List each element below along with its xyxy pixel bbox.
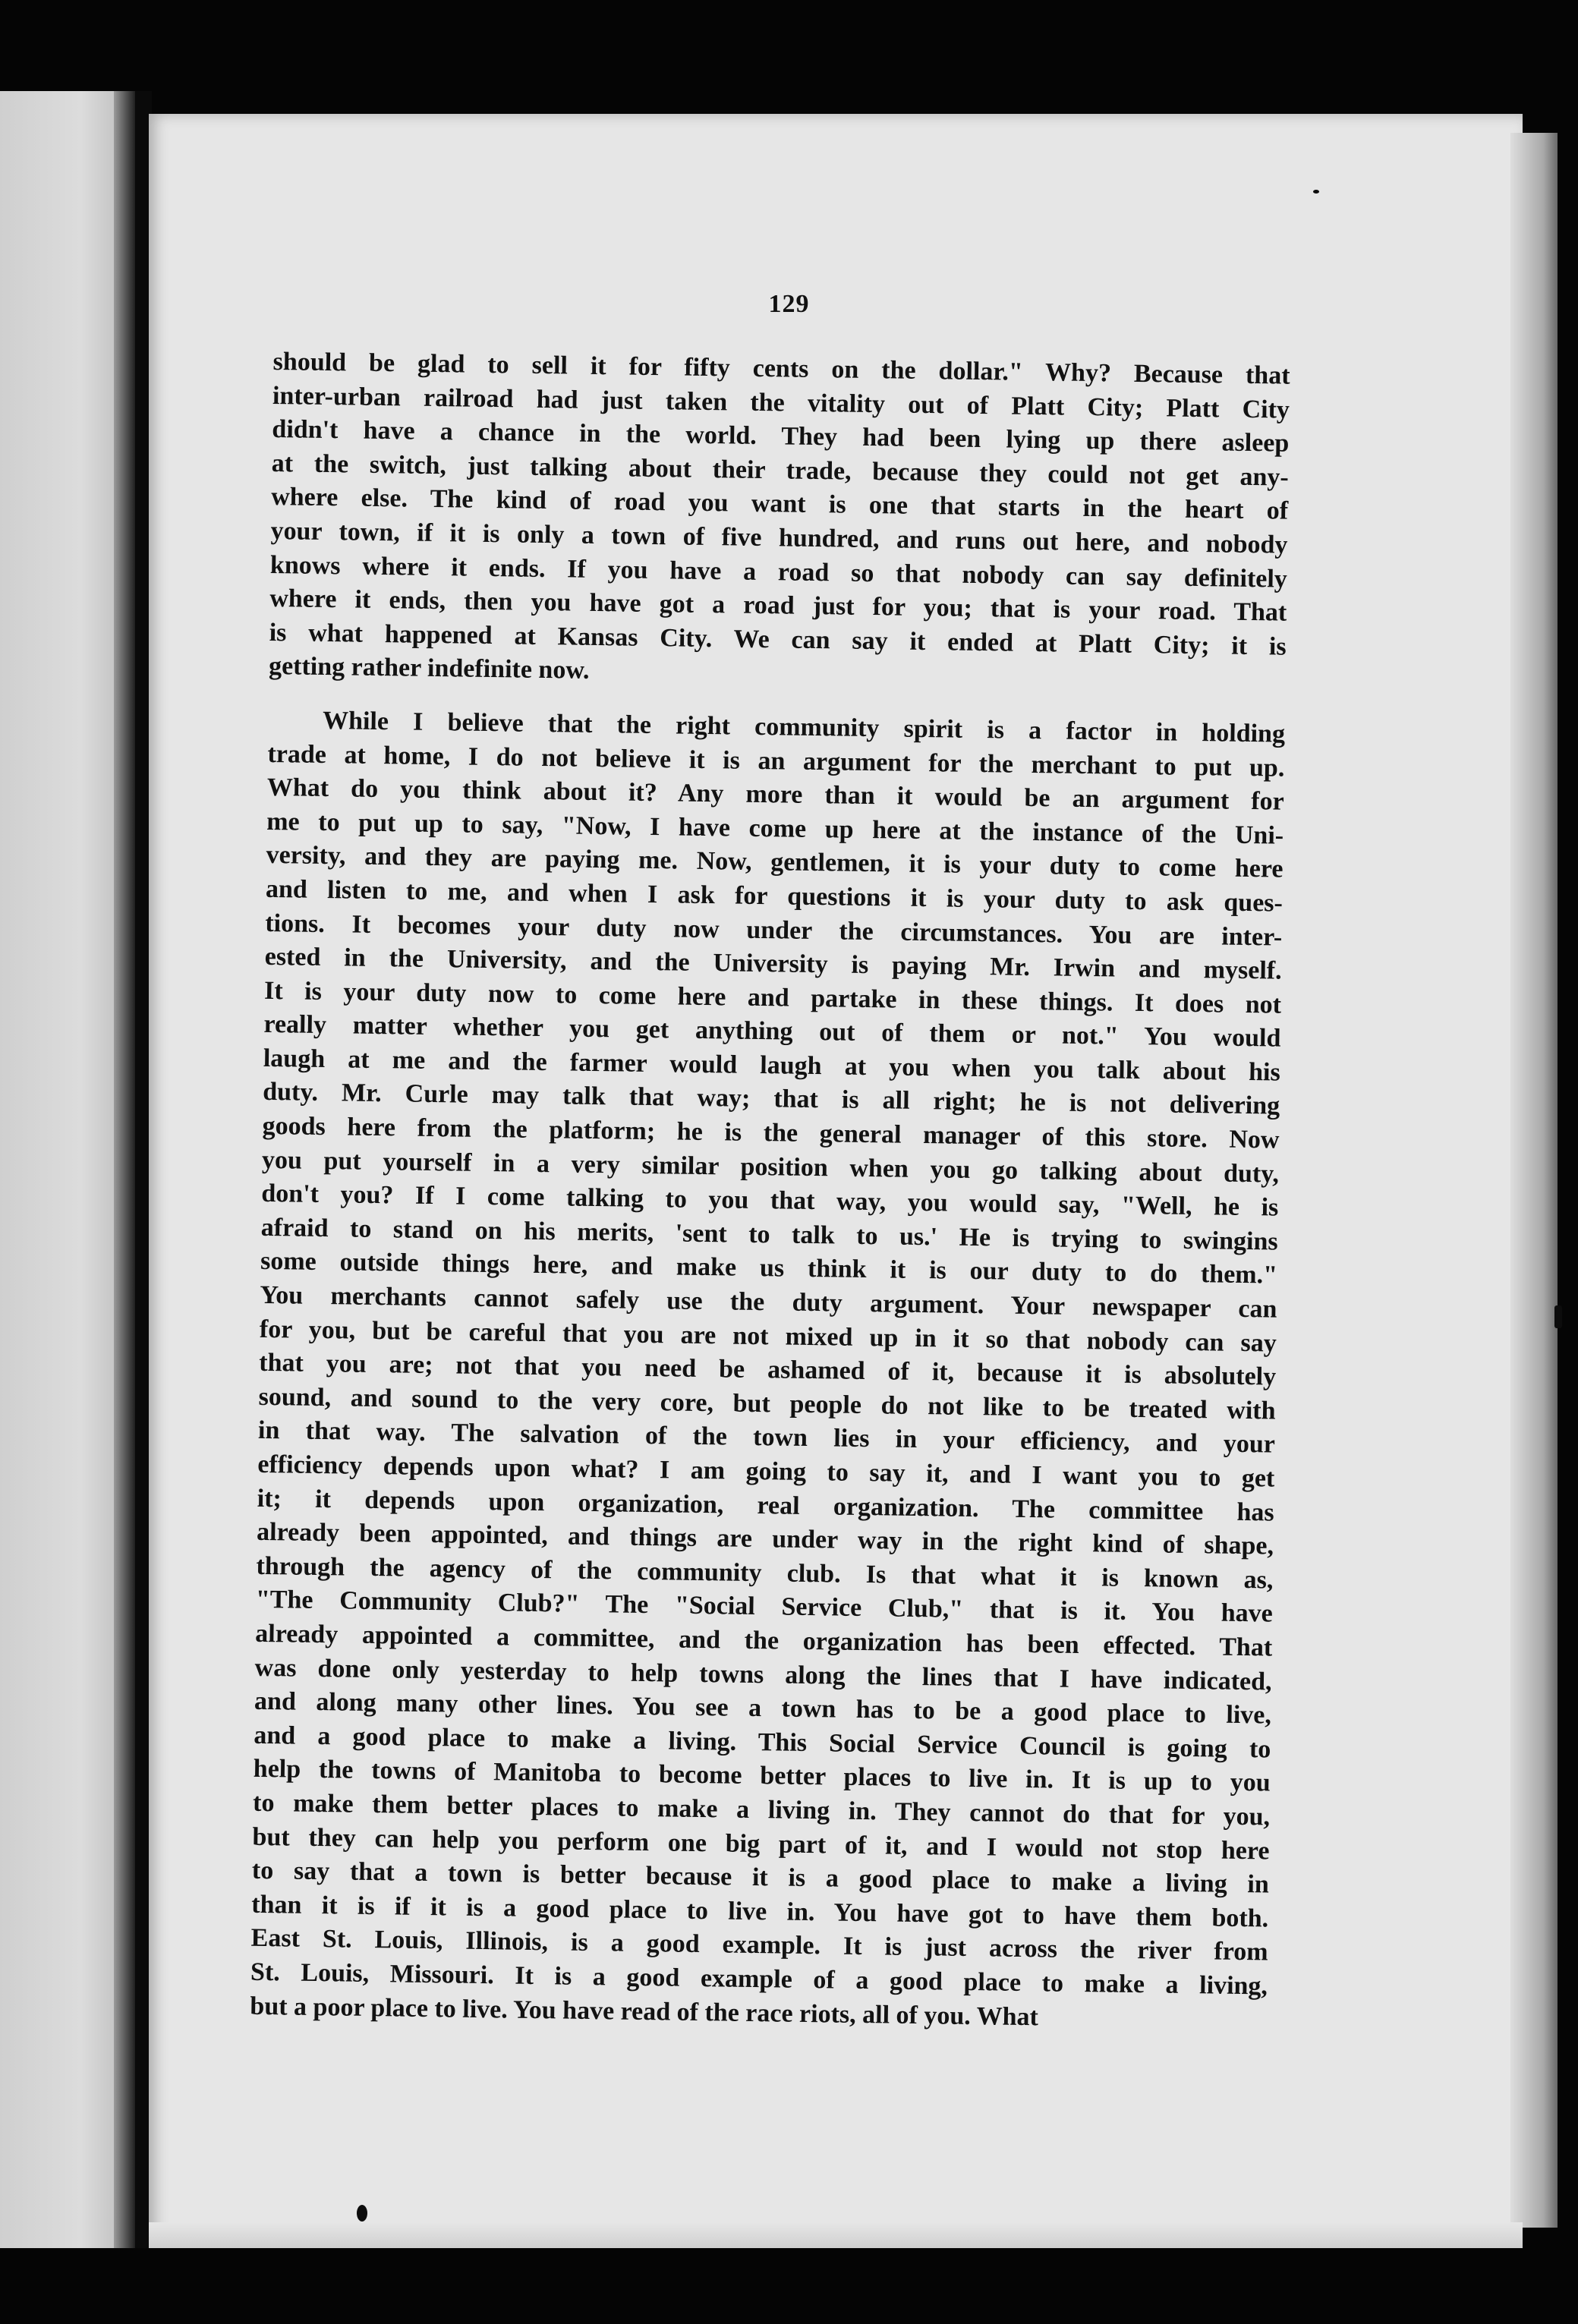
- text-line: afraid to stand on his merits, 'sent to talk to us.' He is trying to swingins: [260, 1213, 1278, 1256]
- scan-speck: [1554, 1305, 1562, 1328]
- text-line: to say that a town is better because it is a good place to make a living in: [251, 1856, 1270, 1899]
- text-line: should be glad to sell it for fifty cents on the dollar." Why? Because that: [272, 347, 1290, 390]
- text-line: You merchants cannot safely use the duty argument. Your newspaper can: [260, 1280, 1277, 1324]
- text-line: to make them better places to make a living in. They cannot do that for you,: [252, 1788, 1271, 1831]
- text-line: "The Community Club?" The "Social Service Club," that is it. You have: [255, 1586, 1274, 1628]
- text-line: ested in the University, and the University is paying Mr. Irwin and myself.: [264, 943, 1282, 985]
- text-line: and listen to me, and when I ask for questions it is your duty to ask ques-: [265, 874, 1284, 918]
- text-line: that you are; not that you need be ashamed of it, because it is absolutely: [259, 1349, 1277, 1391]
- text-line: don't you? If I come talking to you that way, you would say, "Well, he is: [261, 1179, 1279, 1222]
- text-line: It is your duty now to come here and partake in these things. It does not: [263, 976, 1282, 1019]
- text-line: at the switch, just talking about their trade, because they could not get any-: [271, 449, 1289, 492]
- text-line: me to put up to say, "Now, I have come up here at the instance of the Uni-: [266, 807, 1284, 850]
- text-line: didn't have a chance in the world. They had been lying up there asleep: [272, 415, 1290, 458]
- text-line: goods here from the platform; he is the general manager of this store. Now: [262, 1111, 1280, 1154]
- paragraph: [250, 704, 1285, 2038]
- text-line: where it ends, then you have got a road just for you; that is your road. That: [269, 584, 1287, 627]
- text-line: What do you think about it? Any more than it would be an argument for: [266, 773, 1284, 816]
- text-line: tions. It becomes your duty now under the circumstances. You are inter-: [265, 909, 1283, 952]
- page-right-edge: [1510, 133, 1558, 2228]
- text-line: but they can help you perform one big part of it, and I would not stop here: [252, 1822, 1270, 1866]
- text-line: sound, and sound to the very core, but people do not like to be treated with: [258, 1382, 1276, 1425]
- text-line: and along many other lines. You see a town has to be a good place to live,: [254, 1686, 1272, 1730]
- text-line: is what happened at Kansas City. We can say it ended at Platt City; it is: [269, 618, 1287, 661]
- text-line: duty. Mr. Curle may talk that way; that is all right; he is not delivering: [263, 1078, 1280, 1121]
- text-line: East St. Louis, Illinois, is a good example. It is just across the river from: [250, 1924, 1268, 1967]
- text-line: While I believe that the right community spirit is a factor in holding: [322, 706, 1286, 748]
- text-line: but a poor place to live. You have read of the race riots, all of you. What: [250, 1992, 1039, 2031]
- scan-speck: [357, 2205, 367, 2222]
- text-line: where else. The kind of road you want is one that starts in the heart of: [270, 483, 1289, 526]
- text-line: versity, and they are paying me. Now, gentlemen, it is your duty to come here: [266, 841, 1284, 883]
- left-page-edge: [114, 91, 135, 2248]
- text-line: help the towns of Manitoba to become better places to live in. It is up to you: [253, 1755, 1271, 1797]
- text-line: in that way. The salvation of the town lies in your efficiency, and your: [257, 1416, 1276, 1459]
- text-line: getting rather indefinite now.: [268, 652, 590, 685]
- text-line: through the agency of the community club. Is that what it is known as,: [256, 1551, 1274, 1595]
- text-line: it; it depends upon organization, real organization. The committee has: [257, 1484, 1274, 1527]
- paragraph: [269, 345, 1290, 698]
- text-line: inter-urban railroad had just taken the vitality out of Platt City; Platt City: [272, 381, 1290, 424]
- text-line: efficiency depends upon what? I am going to say it, and I want you to get: [257, 1450, 1275, 1493]
- text-line: your town, if it is only a town of five hundred, and runs out here, and nobody: [270, 516, 1288, 559]
- scan-speck: [1313, 190, 1319, 194]
- text-line: you put yourself in a very similar position when you go talking about duty,: [261, 1145, 1280, 1189]
- text-line: St. Louis, Missouri. It is a good example of a good place to make a living,: [250, 1957, 1268, 2001]
- text-line: and a good place to make a living. This Social Service Council is going to: [254, 1721, 1271, 1764]
- text-line: already been appointed, and things are under way in the right kind of shape,: [256, 1518, 1274, 1560]
- text-line: already appointed a committee, and the organization has been effected. That: [255, 1619, 1273, 1662]
- page-bottom-shadow: [149, 2222, 1523, 2248]
- text-line: laugh at me and the farmer would laugh at you when you talk about his: [263, 1044, 1281, 1087]
- text-line: knows where it ends. If you have a road so that nobody can say definitely: [269, 550, 1288, 594]
- text-line: really matter whether you get anything out of them or not." You would: [263, 1010, 1281, 1053]
- text-line: was done only yesterday to help towns along the lines that I have indicated,: [254, 1653, 1272, 1696]
- text-line: for you, but be careful that you are not mixed up in it so that nobody can say: [259, 1315, 1277, 1358]
- page-number: 129: [768, 290, 810, 318]
- page-body-text: [250, 345, 1290, 2038]
- text-line: than it is if it is a good place to live in. You have got to have them both.: [251, 1890, 1269, 1933]
- text-line: trade at home, I do not believe it is an argument for the merchant to put up.: [267, 739, 1285, 783]
- text-line: some outside things here, and make us think it is our duty to do them.": [260, 1247, 1278, 1290]
